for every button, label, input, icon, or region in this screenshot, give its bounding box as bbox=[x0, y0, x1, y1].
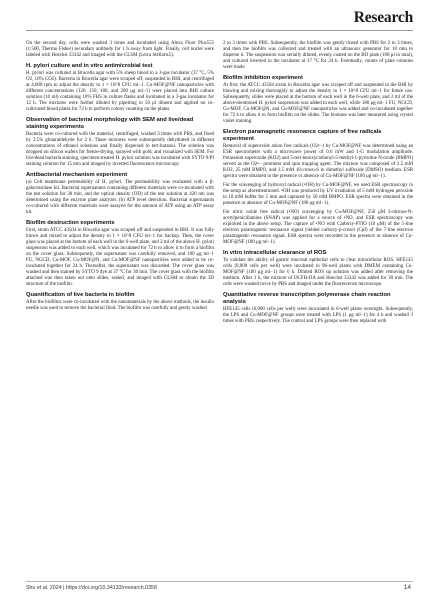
body-paragraph: 2 to 3 times with PBS. Subsequently, the biofilm was gently rinsed with PBS for 2 to 3 times, and then the biofilm was collected and treated with an ultrasonic generator for 10 min to disperse it. The suspension was serially diluted, evenly coated on the BD plate (100 μl in total), and cultured inverted in the incubator at 37 °C for 24 h. Eventually, counts of plate colonies were made. bbox=[223, 41, 413, 71]
body-paragraph: Bacteria were co-cultured with the material, centrifuged, washed 3 times with PBS, and fixed by 2.5% glutaraldehyde for 2 h. These mixtures were subsequently dehydrated in different concentrations of ethanol solutions and finally dispersed in tert-butanol. The solution was dropped on silicon wafers for freeze-drying, sprayed with gold, and visualized with SEM. For live/dead bacteria staining, specimen-treated H. pylori solution was incubated with SYTO 9/PI staining solution for 15 min and imaged by inverted fluorescence microscopy. bbox=[26, 131, 214, 167]
section-heading: H. pylori culture and in vitro antimicrobial test bbox=[26, 63, 153, 70]
footer-divider bbox=[26, 581, 413, 582]
body-paragraph: HFE145 cells (6,000 cells per well) were inoculated in 6-well plates overnight. Subsequently, the LPS and Cu-MOF@NF groups were treated with LPS (1 μg ml−1) for 4 h and washed 3 times with PBS, respectively. The control and LPS groups were then replaced with bbox=[223, 306, 413, 324]
body-paragraph: For nitric oxide free radical (•NO) scavenging by Cu-MOF@NF, 250 μM S-nitroso-N-acetylpenicillamine (SNAP) was applied for a source of •NO, and ESR spectroscopy was exploited in the above setup. The capture of •NO with Carboxy-PTIO (10 μM) of the 5-line electron paramagnetic resonance signal yielded carboxy-p-cresol (CpI) of the 7-line electron paramagnetic resonance signal. ESR spectra were recorded in the presence or absence of Cu-MOF@NF (180 μg ml−1). bbox=[223, 210, 413, 246]
header-divider bbox=[26, 30, 413, 31]
section-heading: Quantitative reverse transcription polymerase chain reaction analysis bbox=[223, 292, 391, 306]
section-heading: Electron paramagnetic resonance capture of free radicals experiment bbox=[223, 129, 382, 142]
body-paragraph: First, strain ATCC 43504 in Brucella agar was scraped off and suspended in BHI. It was fully blown and mixed to adjust the density to 1 × 10^8 CFU ml−1 for backup. Then, the cover glass was placed at the bottom of each well in the 6-well plate, and 2 ml of the above H. pylori suspension was added to each well, which was incubated for 72 h to allow it to form a biofilm on the cover glass. Subsequently, the supernatant was carefully removed, and 180 μg ml−1 FU, NGCD, Cu-MOF, Cu-MOF@N, and Cu-MOF@NF nanoparticles were added to be co-incubated together for 24 h. Thereafter, the supernatant was discarded. The cover glass was washed and then stained by SYTO 9 dye at 37 °C for 30 min. The cover glass with the biofilm attached was then taken out onto slides, sealed, and imaged with CLSM to obtain the 3D structure of the biofilm. bbox=[26, 227, 214, 288]
body-paragraph: To validate the ability of gastric mucosal epithelial cells to clear intracellular ROS, HFE145 cells (8,000 cells per well) were incubated in 96-well plates with DMEM containing Cu-MOF@NF (180 μg ml−1) for 6 h. Diluted ROS up solution was added after removing the medium. After 1 h, the mixture of DCFH-DA and Hoechst 33342 was added for 30 min. The cells were washed twice by PBS and imaged under the fluorescence microscope. bbox=[223, 258, 413, 288]
body-paragraph: At first, the ATCC 43504 strain in Brucella agar was scraped off and suspended in the BHI by blowing and mixing thoroughly to adjust the density to 1 × 10^8 CFU ml−1 for future use. Subsequently, slides were placed at the bottom of each well in the 6-well plate, and 2 ml of the above-mentioned H. pylori suspension was added to each well, while 180 μg ml−1 FU, NGCD, Cu-MOF, Cu-MOF@N, and Cu-MOF@NF nanoparticles was added and co-incubated together for 72 h to allow it to form biofilm on the slides. The biomass was later measured using crystal violet staining. bbox=[223, 83, 413, 125]
section-heading: Antibacterial mechanism experiment bbox=[26, 171, 128, 178]
journal-title: Research bbox=[353, 9, 413, 26]
footer-citation: Shu et al. 2024 | https://doi.org/10.34133/research.0358 bbox=[26, 585, 157, 591]
section-heading: Biofilm destruction experiments bbox=[26, 219, 115, 226]
body-paragraph: H. pylori was cultured in Brucella agar with 5% sheep blood in a 3-gas incubator (37 °C, 5% O2, 10% CO2). Bacteria in Brucella agar were scraped off, suspended in BHI, and centrifuged at 4,000 rpm to adjust the density to 1 × 10^8 CFU ml−1. Cu-MOF@NF nanoparticles with different concentrations (120, 150, 180, and 200 μg ml−1) were placed into BHI culture solution (10 ml) containing 10% FBS in culture flasks and incubated in a 3-gas incubator for 12 h. The mixtures were further diluted by pipetting in 50 μl diluent and applied on co-cultivated blood plates for 72 h to perform colony counting on the plates. bbox=[26, 70, 214, 113]
section-heading: In vitro intracellular clearance of ROS bbox=[223, 250, 327, 257]
section-heading: Quantification of live bacteria in biofilm bbox=[26, 292, 135, 299]
right-column bbox=[223, 41, 413, 328]
body-paragraph: After the biofilms were co-incubated with the nanomaterials by the above methods, the insulin needle was used to remove the bacterial fluid. The biofilm was carefully and gently washed bbox=[26, 300, 214, 312]
section-heading: Biofilm inhibition experiment bbox=[223, 75, 303, 82]
section-heading: Observation of bacterial morphology with SEM and live/dead staining experiments bbox=[26, 117, 194, 130]
body-paragraph: Removal of superoxide anion free radicals (O2•−) by Cu-MOF@NF was determined using an ESR spectrometer with a microwave power of 0.6 mW and 1-G modulation amplitude. Potassium superoxide (KO2) and 5-tert-butoxycarbonyl-5-methyl-1-pyrroline N-oxide (BMPO) served as the O2•− promoter and spin trapping agent. The mixture was composed of 2.5 mM KO2, 25 mM BMPO, and 3.5 mM 18-crown-6 in dimethyl sulfoxide (DMSO) medium. ESR spectra were obtained in the presence or absence of Cu-MOF@NF (180 μg ml−1). bbox=[223, 143, 413, 179]
body-paragraph: On the second day, cells were washed 3 times and incubated using Alexa Fluor Plus555 (1:500, Thermo Fisher) secondary antibody for 1 h away from light. Finally, cell nuclei were labeled with Hoechst 33342 and imaged with the CLSM (Leica Stellaris5). bbox=[26, 41, 214, 59]
page-number: 14 bbox=[403, 584, 411, 591]
body-paragraph: For the scavenging of hydroxyl radical (•OH) by Cu-MOF@NF, we used ESR spectroscopy in the setup as aforementioned. •OH was produced by UV irradiation of 5 mM hydrogen peroxide in 10 mM buffer for 5 min and captured by 50 mM BMPO. ESR spectra were obtained in the presence or absence of Cu-MOF@NF (180 μg ml−1). bbox=[223, 183, 413, 207]
body-paragraph: (a) Cell membrane permeability of H. pylori. The permeability was evaluated with a β-galactosidase kit. Bacterial supernatants containing different materials were co-incubated with the test solution for 30 min, and the optical density (OD) of the test solution at 420 nm was determined using the enzyme plate analyzer. (b) ATP level detection. Bacterial supernatants co-cultured with different materials were assayed for the amount of ATP using an ATP assay kit. bbox=[26, 179, 214, 215]
left-column bbox=[26, 41, 214, 315]
